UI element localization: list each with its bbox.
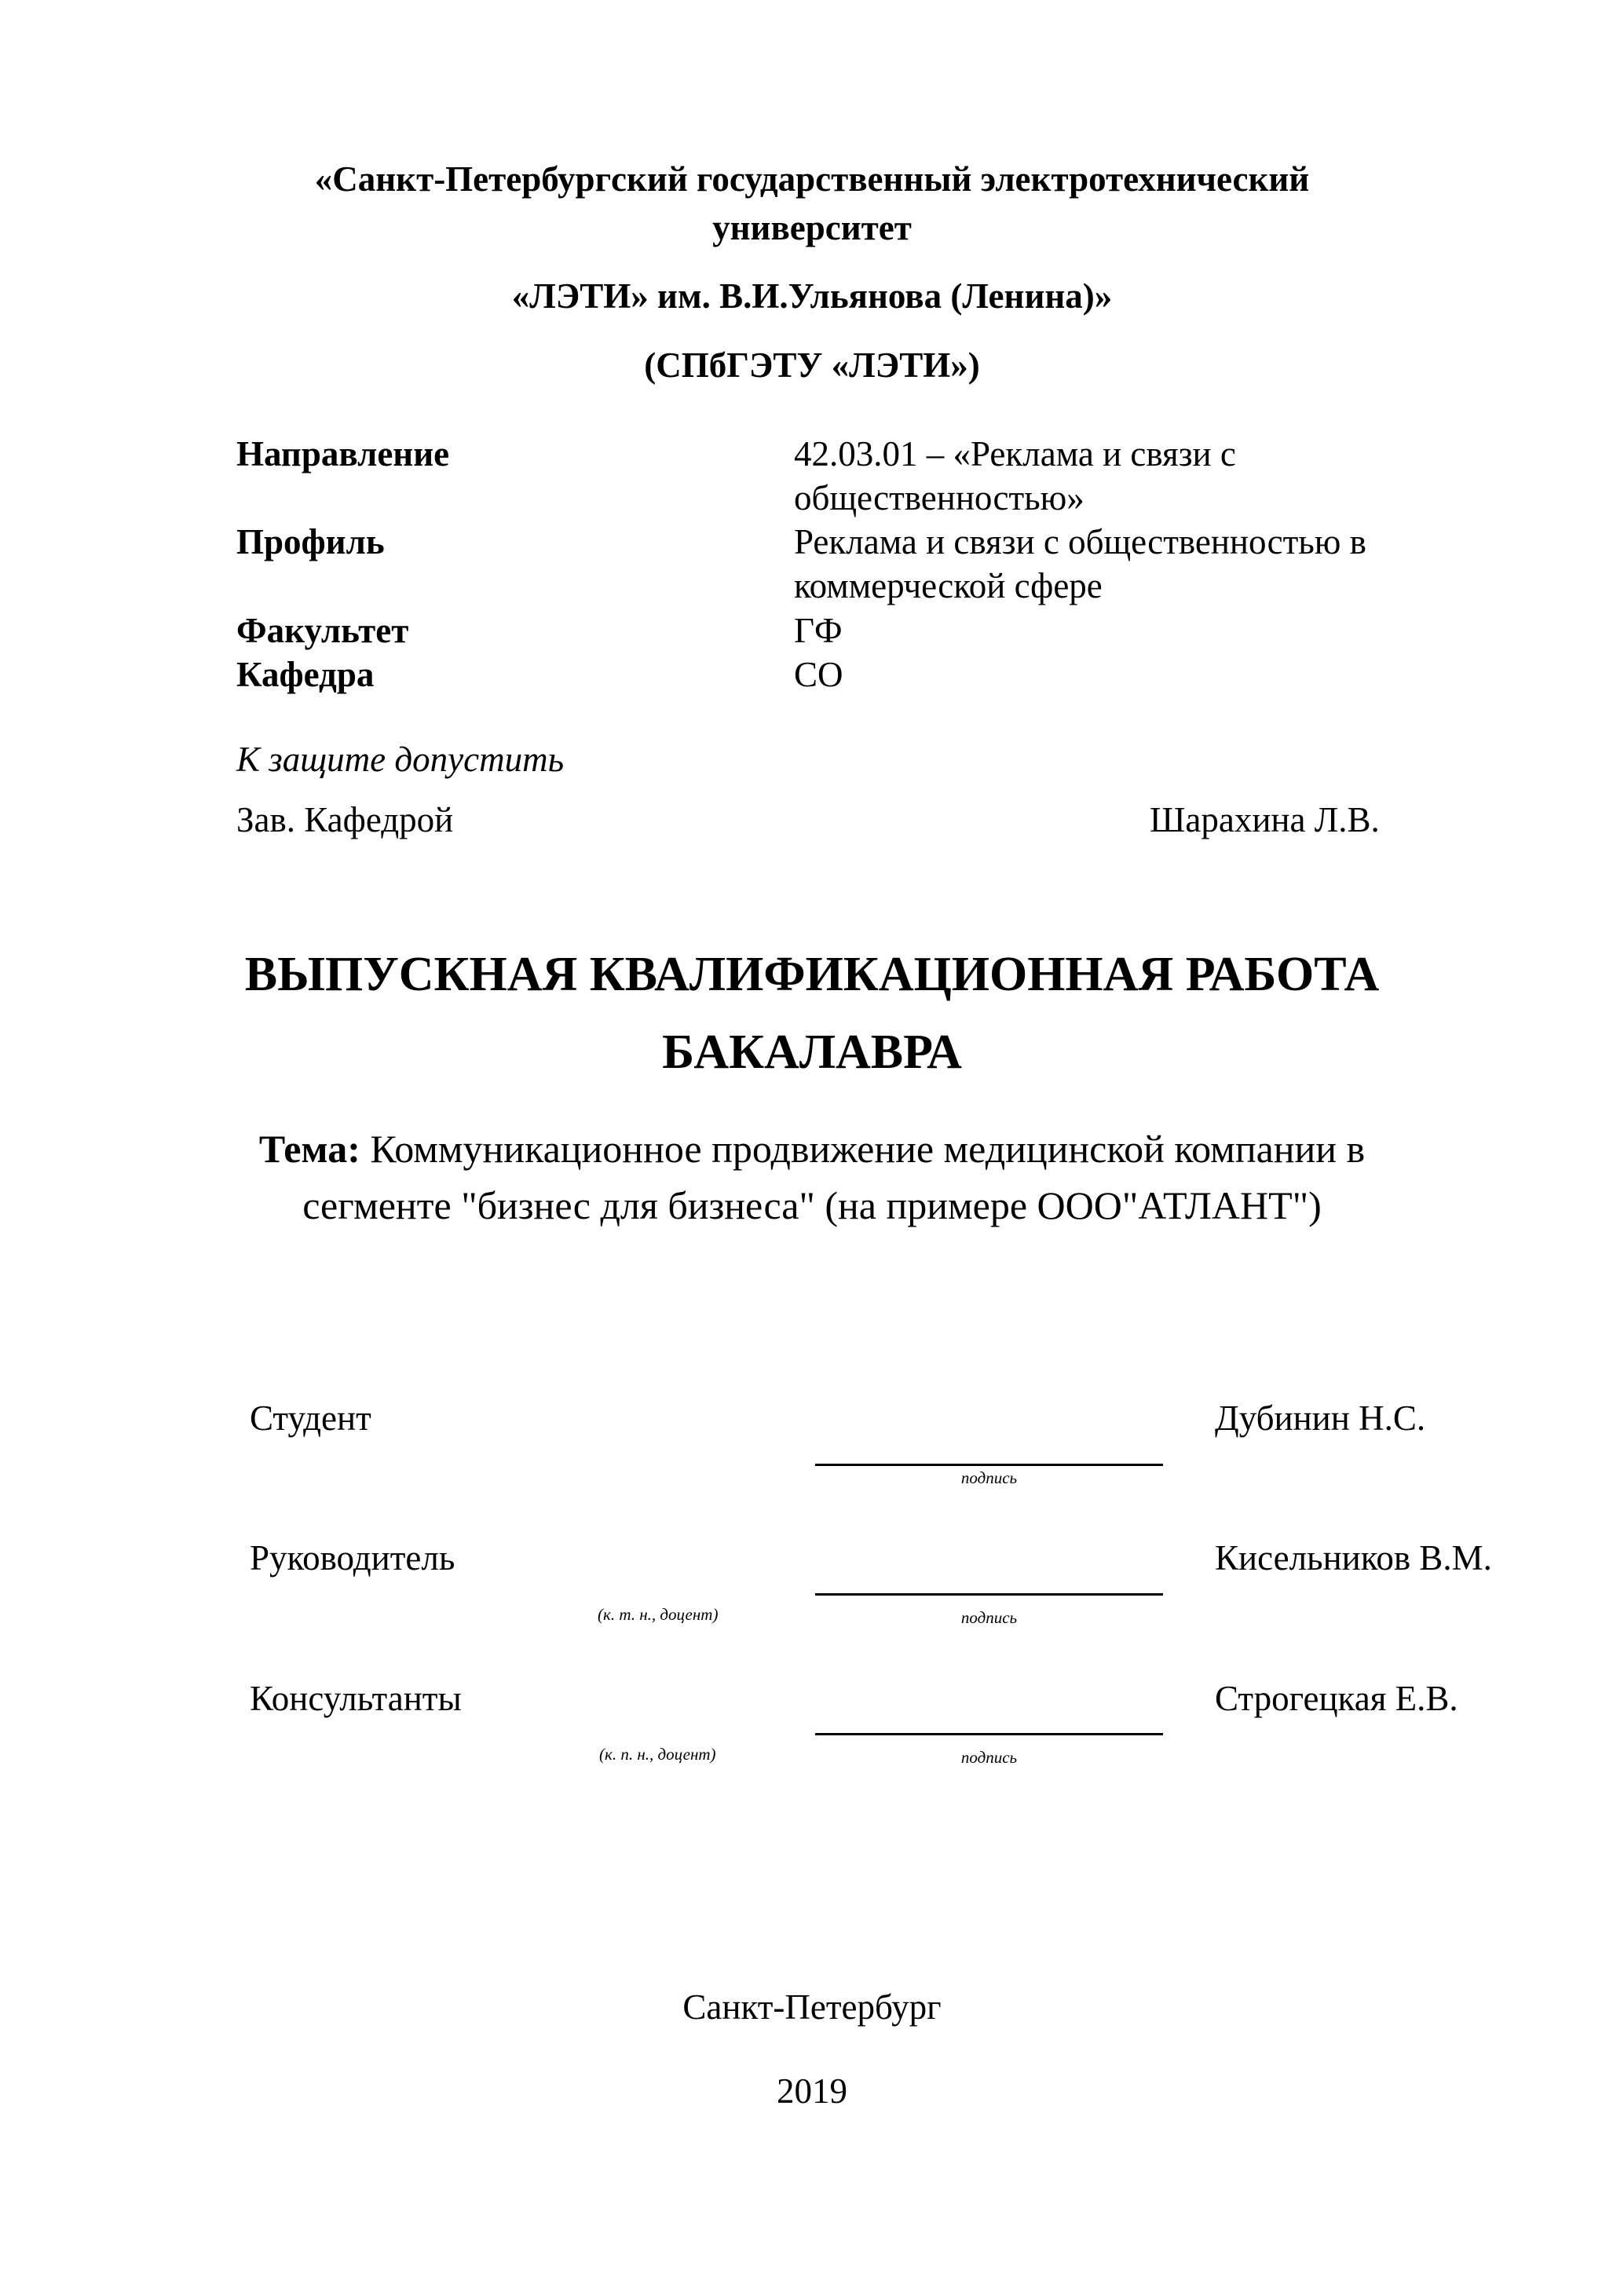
info-label-profile: Профиль (236, 522, 385, 561)
role-consultants: Консультанты (250, 1679, 462, 1718)
info-value-profile-2: коммерческой сфере (794, 566, 1103, 605)
info-value-faculty: ГФ (794, 611, 843, 650)
signature-line (815, 1593, 1163, 1596)
signature-line (815, 1733, 1163, 1735)
info-value-direction-2: общественностью» (794, 478, 1084, 517)
info-label-faculty: Факультет (236, 611, 409, 650)
topic-line-1 (0, 1127, 1624, 1171)
role-supervisor: Руководитель (250, 1538, 455, 1578)
degree-consultant: (к. п. н., доцент) (599, 1745, 716, 1764)
year: 2019 (777, 2071, 847, 2111)
sign-label: подпись (960, 1468, 1018, 1487)
city: Санкт-Петербург (682, 1987, 942, 2027)
head-label: Зав. Кафедрой (236, 800, 454, 839)
title-line-1: ВЫПУСКНАЯ КВАЛИФИКАЦИОННАЯ РАБОТА (244, 948, 1380, 1001)
info-label-direction: Направление (236, 434, 450, 473)
header-line-1: «Санкт-Петербургский государственный электротехнический (314, 159, 1310, 199)
name-student: Дубинин Н.С. (1215, 1398, 1426, 1438)
info-value-department: СО (794, 655, 843, 694)
info-value-profile-1: Реклама и связи с общественностью в (794, 522, 1366, 561)
info-value-direction-1: 42.03.01 – «Реклама и связи с (794, 434, 1236, 473)
sign-label: подпись (960, 1748, 1018, 1767)
name-supervisor: Кисельников В.М. (1215, 1538, 1492, 1578)
signature-line (815, 1464, 1163, 1466)
head-name: Шарахина Л.В. (1150, 800, 1380, 839)
role-student: Студент (250, 1398, 371, 1438)
topic-line-2: сегменте "бизнес для бизнеса" (на примере ООО"АТЛАНТ") (302, 1183, 1322, 1227)
header-line-3: «ЛЭТИ» им. В.И.Ульянова (Ленина)» (511, 276, 1113, 316)
sign-label: подпись (960, 1608, 1018, 1627)
info-label-department: Кафедра (236, 655, 375, 694)
topic-label: Тема: (258, 1127, 360, 1171)
header-line-2: университет (712, 208, 912, 247)
admit-text: К защите допустить (236, 740, 565, 779)
title-line-2: БАКАЛАВРА (662, 1026, 962, 1079)
topic-text-1: Коммуникационное продвижение медицинской компании в (360, 1127, 1366, 1171)
degree-supervisor: (к. т. н., доцент) (598, 1605, 719, 1624)
name-consultant: Строгецкая Е.В. (1215, 1679, 1458, 1718)
header-line-4: (СПбГЭТУ «ЛЭТИ») (644, 345, 980, 385)
